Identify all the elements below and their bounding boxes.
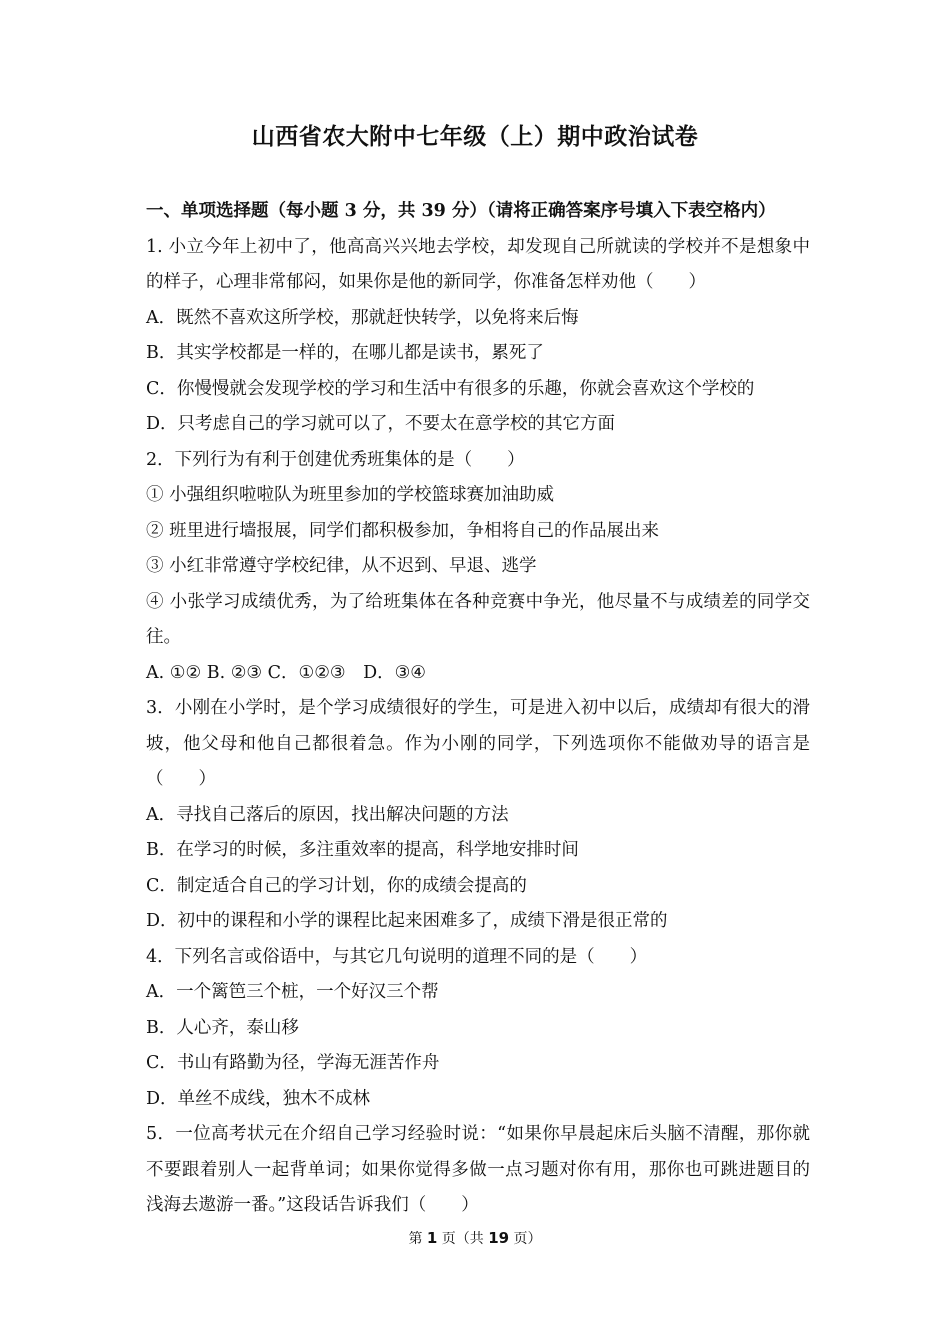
question-1-option-d: D．只考虑自己的学习就可以了，不要太在意学校的其它方面: [146, 414, 616, 434]
question-4-option-d: D．单丝不成线，独木不成林: [146, 1088, 371, 1109]
question-2-options: A. ①② B. ②③ C．①②③ D．③④: [146, 662, 426, 683]
question-4-option-a: A．一个篱笆三个桩，一个好汉三个帮: [146, 982, 439, 1002]
question-4-option-c: C．书山有路勤为径，学海无涯苦作舟: [146, 1053, 440, 1073]
footer-page-number: 1: [426, 1229, 438, 1247]
question-2-item-1: ① 小强组织啦啦队为班里参加的学校篮球赛加油助威: [146, 485, 555, 505]
section-heading: 一、单项选择题（每小题 3 分，共 39 分）（请将正确答案序号填入下表空格内）: [146, 201, 776, 221]
question-3-option-c: C．制定适合自己的学习计划，你的成绩会提高的: [146, 875, 527, 896]
question-4-stem: 4．下列名言或俗语中，与其它几句说明的道理不同的是（ ）: [146, 946, 648, 967]
question-1-option-a: A．既然不喜欢这所学校，那就赶快转学，以免将来后悔: [146, 307, 579, 328]
footer-middle: 页（共: [437, 1231, 489, 1247]
question-3-option-b: B．在学习的时候，多注重效率的提高，科学地安排时间: [146, 840, 579, 860]
question-1-option-b: B．其实学校都是一样的，在哪儿都是读书，累死了: [146, 343, 544, 363]
document-title: 山西省农大附中七年级（上）期中政治试卷: [251, 123, 699, 150]
question-5-stem: 5．一位高考状元在介绍自己学习经验时说：“如果你早晨起床后头脑不清醒，那你就不要跟着别人一起背单词；如果你觉得多做一点习题对你有用，那你也可跳进题目的浅海去遨游一番。”这段话告诉我们（ ）: [146, 1124, 810, 1215]
question-4-option-b: B．人心齐，泰山移: [146, 1017, 299, 1038]
footer-total-pages: 19: [488, 1229, 510, 1247]
question-2-item-3: ③ 小红非常遵守学校纪律，从不迟到、早退、逃学: [146, 556, 537, 576]
document-body: [146, 194, 810, 1224]
question-3-stem: 3．小刚在小学时，是个学习成绩很好的学生，可是进入初中以后，成绩却有很大的滑坡，他父母和他自己都很着急。作为小刚的同学，下列选项你不能做劝导的语言是（ ）: [146, 698, 810, 789]
page-footer: [0, 1228, 950, 1248]
question-3-option-a: A．寻找自己落后的原因，找出解决问题的方法: [146, 804, 509, 825]
question-1-stem: 1. 小立今年上初中了，他高高兴兴地去学校，却发现自己所就读的学校并不是想象中的样子，心理非常郁闷，如果你是他的新同学，你准备怎样劝他（ ）: [146, 236, 810, 292]
question-2-item-2: ② 班里进行墙报展，同学们都积极参加，争相将自己的作品展出来: [146, 520, 660, 541]
footer-prefix: 第: [408, 1231, 427, 1247]
footer-suffix: 页）: [509, 1231, 542, 1247]
question-1-option-c: C．你慢慢就会发现学校的学习和生活中有很多的乐趣，你就会喜欢这个学校的: [146, 378, 755, 399]
question-2-item-4: ④ 小张学习成绩优秀，为了给班集体在各种竞赛中争光，他尽量不与成绩差的同学交往。: [146, 591, 810, 647]
question-2-stem: 2．下列行为有利于创建优秀班集体的是（ ）: [146, 449, 525, 470]
question-3-option-d: D．初中的课程和小学的课程比起来困难多了，成绩下滑是很正常的: [146, 911, 668, 931]
